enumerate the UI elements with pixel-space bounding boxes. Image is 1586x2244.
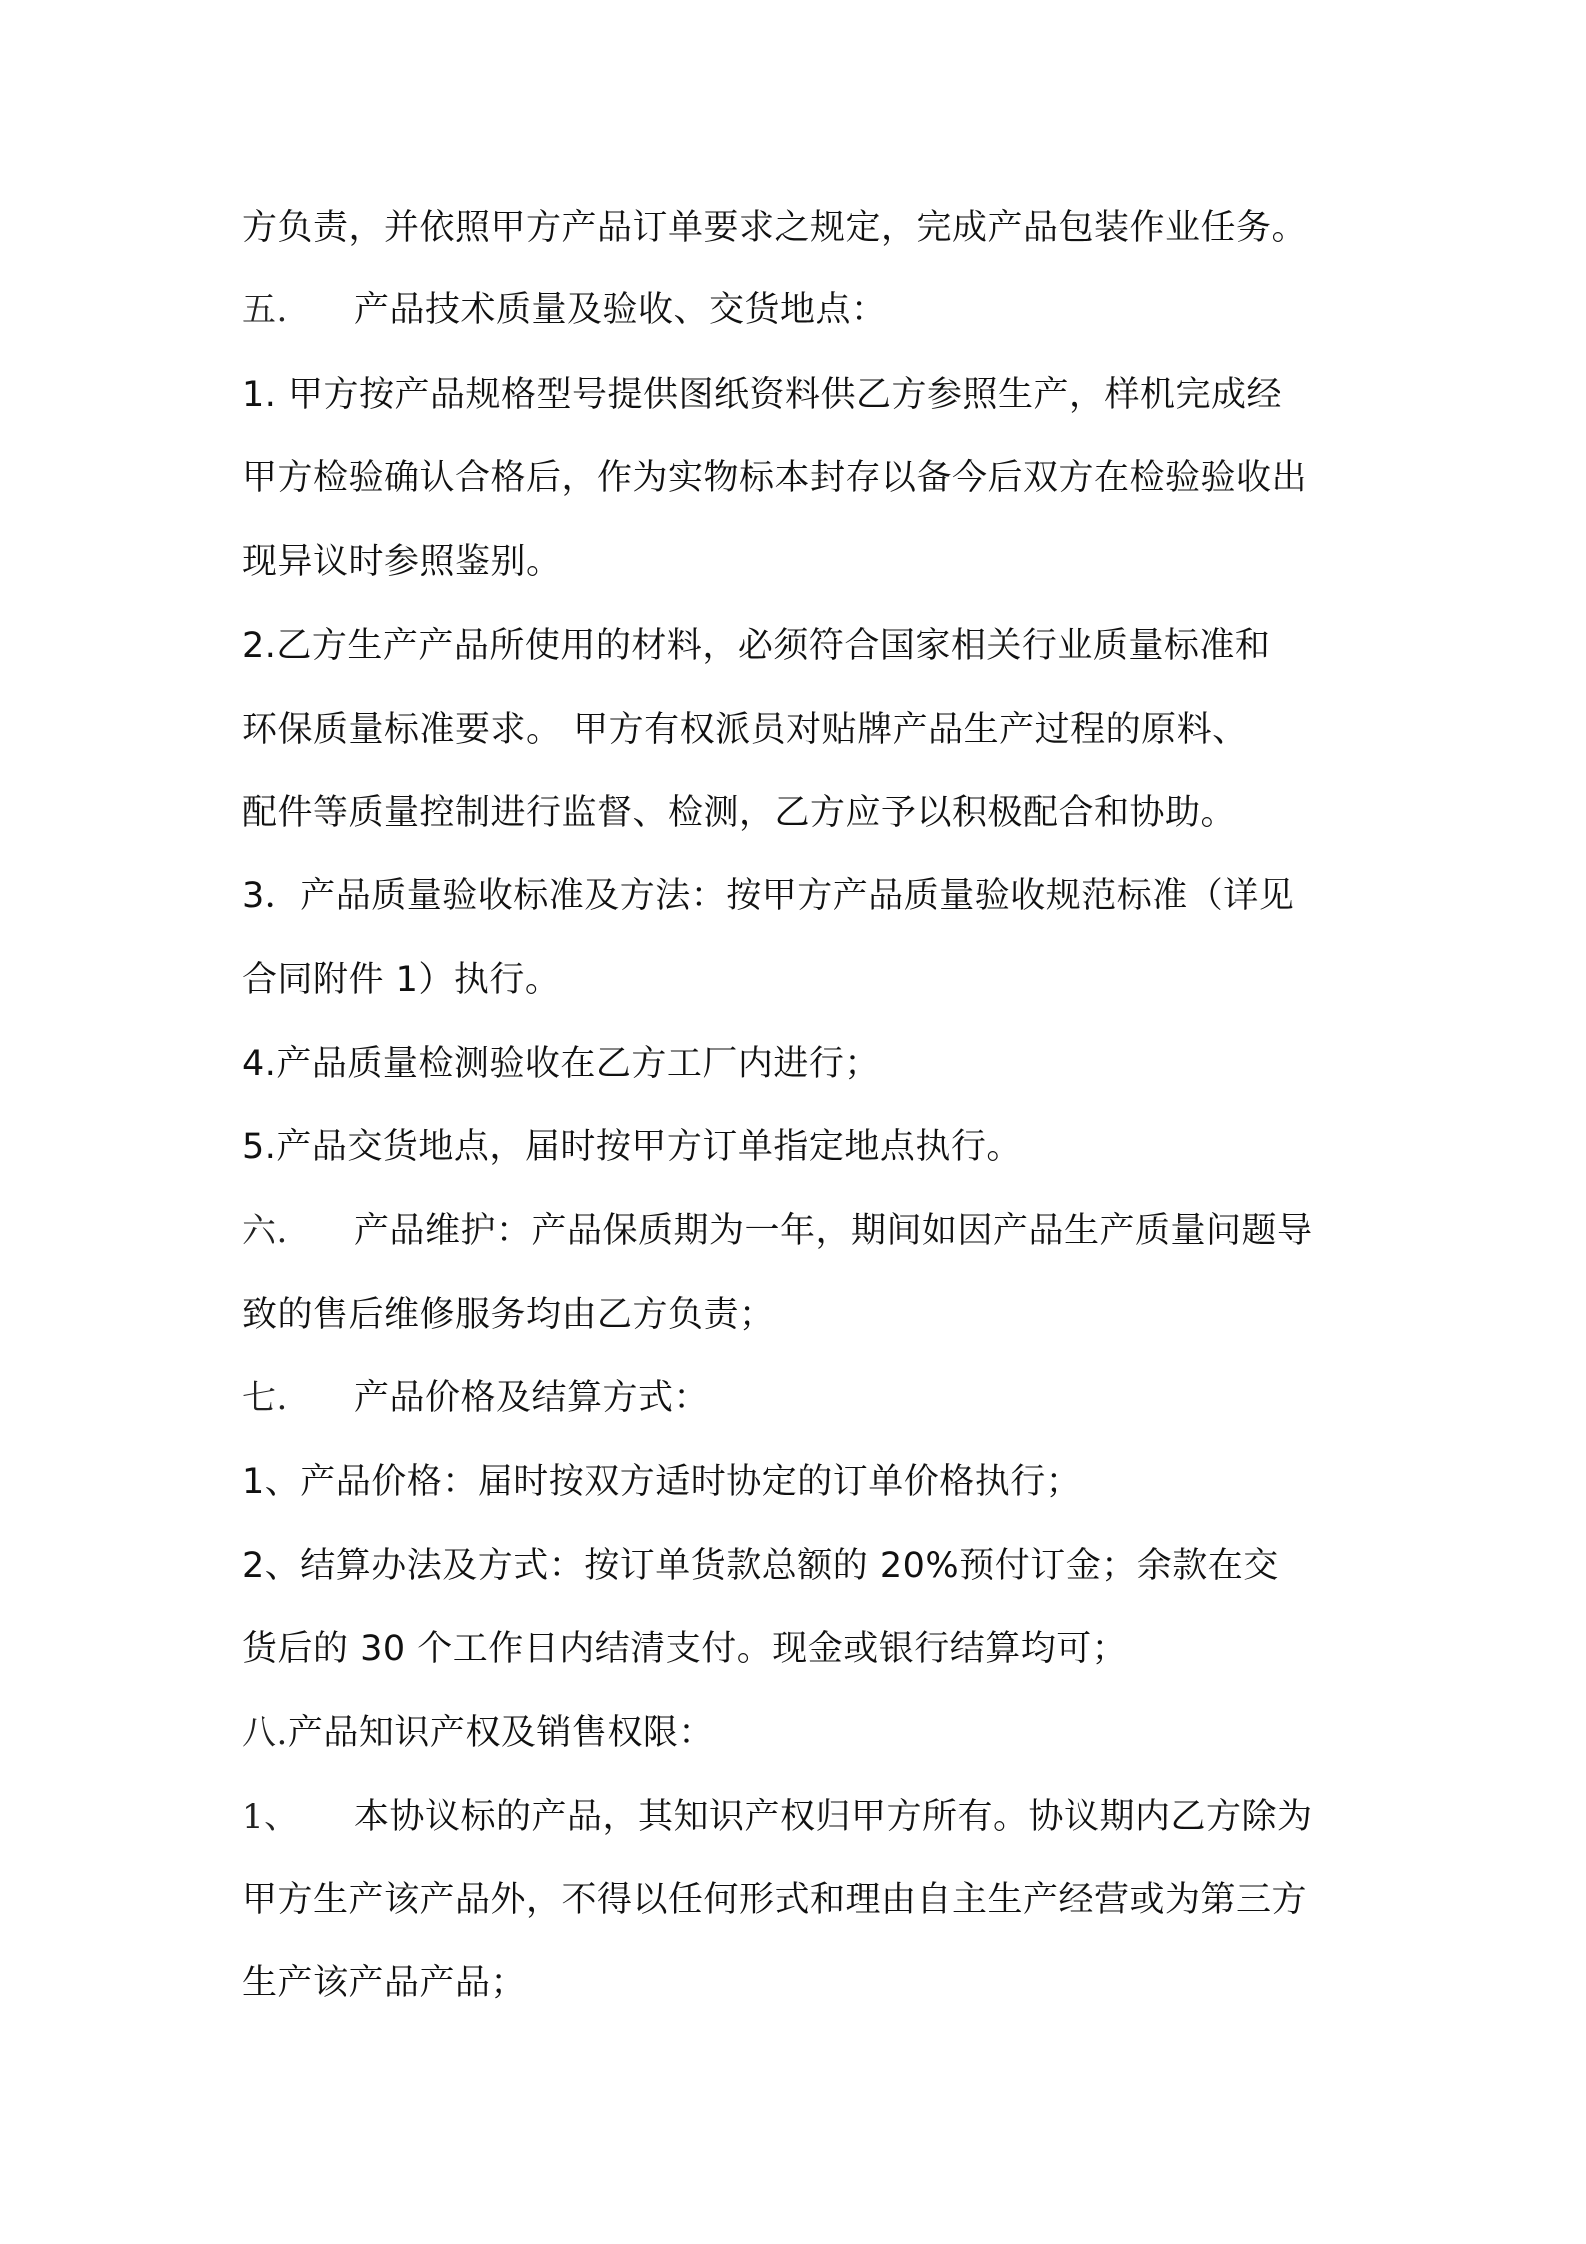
line-text: 配件等质量控制进行监督、检测，乙方应予以积极配合和协助。 bbox=[242, 793, 1237, 833]
line-text: 1、产品价格：届时按双方适时协定的订单价格执行； bbox=[242, 1462, 1082, 1502]
line-text: 本协议标的产品，其知识产权归甲方所有。协议期内乙方除为 bbox=[354, 1797, 1313, 1837]
section-title: 产品知识产权及销售权限： bbox=[287, 1713, 714, 1753]
section-title: 产品价格及结算方式： bbox=[354, 1378, 710, 1418]
text-line bbox=[242, 783, 1362, 843]
line-text: 甲方生产该产品外，不得以任何形式和理由自主生产经营或为第三方 bbox=[242, 1880, 1308, 1920]
text-line bbox=[242, 198, 1362, 258]
section-title: 产品技术质量及验收、交货地点： bbox=[354, 290, 887, 330]
text-line bbox=[242, 365, 1362, 425]
line-text: 生产该产品产品； bbox=[242, 1963, 527, 2003]
text-line bbox=[242, 1953, 1362, 2013]
line-text: 3．产品质量验收标准及方法：按甲方产品质量验收规范标准（详见 bbox=[242, 876, 1295, 916]
section-heading-8 bbox=[242, 1703, 1362, 1763]
line-text: 2、结算办法及方式：按订单货款总额的 20%预付订金；余款在交 bbox=[242, 1546, 1279, 1586]
text-line bbox=[242, 700, 1362, 760]
text-line bbox=[242, 616, 1362, 676]
section-heading-5 bbox=[242, 280, 1362, 340]
line-text: 方负责，并依照甲方产品订单要求之规定，完成产品包装作业任务。 bbox=[242, 208, 1308, 248]
text-line bbox=[242, 1870, 1362, 1930]
line-text: 货后的 30 个工作日内结清支付。现金或银行结算均可； bbox=[242, 1629, 1128, 1669]
section-number: 七. bbox=[242, 1378, 288, 1418]
text-line bbox=[242, 1452, 1362, 1512]
line-text: 致的售后维修服务均由乙方负责； bbox=[242, 1295, 775, 1335]
text-line bbox=[242, 1536, 1362, 1596]
section-heading-7 bbox=[242, 1368, 1362, 1428]
line-text: 甲方检验确认合格后，作为实物标本封存以备今后双方在检验验收出 bbox=[242, 458, 1308, 498]
text-line bbox=[242, 1117, 1362, 1177]
section-heading-6 bbox=[242, 1201, 1362, 1261]
line-text: 环保质量标准要求。 甲方有权派员对贴牌产品生产过程的原料、 bbox=[242, 710, 1248, 750]
line-text: 现异议时参照鉴别。 bbox=[242, 542, 562, 582]
line-text: 5.产品交货地点，届时按甲方订单指定地点执行。 bbox=[242, 1127, 1022, 1167]
section-number: 六. bbox=[242, 1211, 288, 1251]
list-number: 1、 bbox=[242, 1797, 299, 1837]
text-line bbox=[242, 1619, 1362, 1679]
text-line bbox=[242, 866, 1362, 926]
text-line bbox=[242, 950, 1362, 1010]
line-text: 4.产品质量检测验收在乙方工厂内进行； bbox=[242, 1044, 880, 1084]
text-line bbox=[242, 1285, 1362, 1345]
line-text: 1. 甲方按产品规格型号提供图纸资料供乙方参照生产，样机完成经 bbox=[242, 375, 1283, 415]
text-line bbox=[242, 448, 1362, 508]
section-title: 产品维护：产品保质期为一年，期间如因产品生产质量问题导 bbox=[354, 1211, 1313, 1251]
list-item-heading bbox=[242, 1787, 1362, 1847]
text-line bbox=[242, 532, 1362, 592]
line-text: 2.乙方生产产品所使用的材料，必须符合国家相关行业质量标准和 bbox=[242, 626, 1271, 666]
section-number: 五. bbox=[242, 290, 288, 330]
line-text: 合同附件 1）执行。 bbox=[242, 960, 561, 1000]
text-line bbox=[242, 1034, 1362, 1094]
section-number: 八. bbox=[242, 1713, 288, 1753]
